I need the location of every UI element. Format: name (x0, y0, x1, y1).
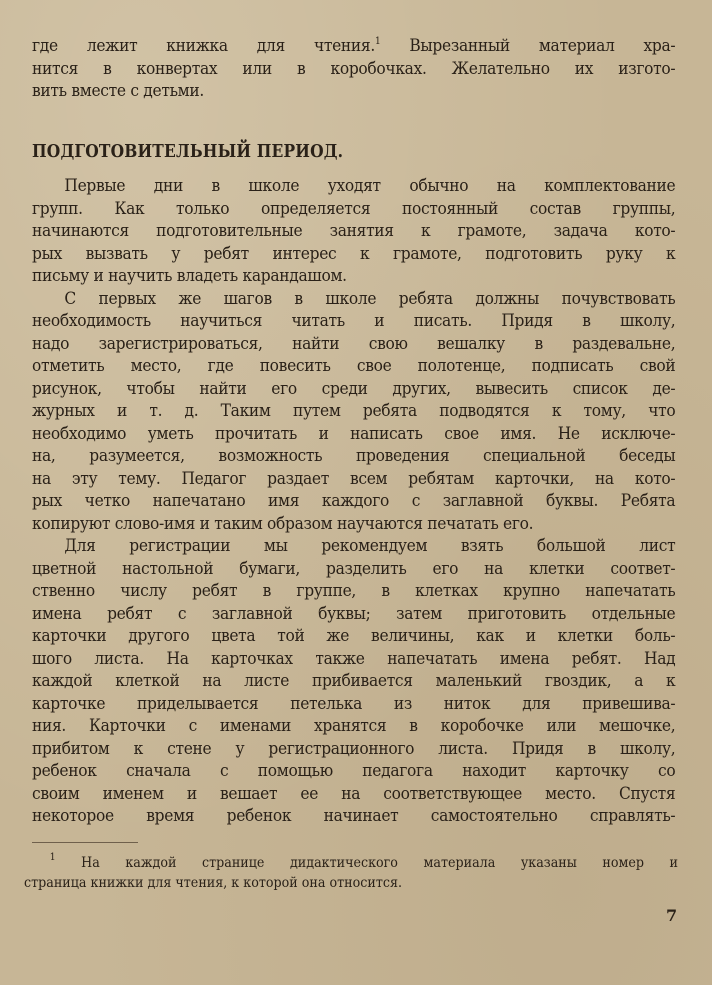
text-line: на эту тему. Педагог раздает всем ребятам карточки, на кото- (32, 468, 676, 489)
text-line: карточки другого цвета той же величины, как и клетки боль- (32, 626, 676, 646)
footnote-line: страница книжки для чтения, к которой она относится. (24, 875, 403, 891)
footnote-line (24, 853, 678, 873)
text-line: своим именем и вешает ее на соответствующее место. Спустя (32, 783, 676, 804)
text-line: прибитом к стене у регистрационного листа. Придя в школу, (32, 738, 676, 759)
text-line: копируют слово-имя и таким образом научаются печатать его. (32, 513, 534, 534)
text-line: имена ребят с заглавной буквы; затем приготовить отдельные (32, 603, 676, 624)
text-fragment: Вырезанный материал хра- (380, 36, 676, 56)
text-line: вить вместе с детьми. (32, 81, 204, 101)
footnote-reference[interactable]: 1 (374, 36, 381, 47)
text-line: групп. Как только определяется постоянный состав группы, (32, 198, 676, 219)
text-line: цветной настольной бумаги, разделить его на клетки соответ- (32, 558, 676, 579)
paragraph (32, 535, 676, 828)
paragraph (32, 288, 676, 536)
text-line: некоторое время ребенок начинает самостоятельно справлять- (32, 806, 676, 826)
text-fragment: где лежит книжка для чтения. (32, 36, 375, 56)
intro-text (32, 35, 676, 103)
text-line: на, разумеется, возможность проведения специальной беседы (32, 446, 676, 466)
text-line: ния. Карточки с именами хранятся в коробочке или мешочке, (32, 716, 676, 736)
page-number: 7 (666, 906, 678, 925)
text-line: необходимо уметь прочитать и написать свое имя. Не исключе- (32, 423, 676, 444)
text-line: начинаются подготовительные занятия к грамоте, задача кото- (32, 221, 676, 241)
text-line: Для регистрации мы рекомендуем взять большой лист (64, 536, 676, 556)
text-line: рых вызвать у ребят интерес к грамоте, подготовить руку к (32, 243, 676, 264)
text-line: необходимость научиться читать и писать. Придя в школу, (32, 311, 676, 331)
text-line: каждой клеткой на листе прибивается маленький гвоздик, а к (32, 671, 676, 691)
footnote-divider (32, 842, 138, 843)
text-line: рисунок, чтобы найти его среди других, вывесить список де- (32, 378, 676, 399)
text-line: шого листа. На карточках также напечатать имена ребят. Над (32, 648, 676, 669)
body-text (32, 175, 676, 828)
text-line: письму и научить владеть карандашом. (32, 266, 347, 286)
text-line: ственно числу ребят в группе, в клетках крупно напечатать (32, 581, 676, 601)
footnote (24, 853, 678, 893)
text-line: С первых же шагов в школе ребята должны почувствовать (64, 288, 676, 309)
text-line: нится в конвертах или в коробочках. Желательно их изгото- (32, 58, 676, 79)
text-line: журных и т. д. Таким путем ребята подводятся к тому, что (32, 401, 676, 421)
paragraph (32, 175, 676, 288)
text-line (32, 35, 675, 58)
section-heading: ПОДГОТОВИТЕЛЬНЫЙ ПЕРИОД. (32, 141, 344, 162)
text-line: Первые дни в школе уходят обычно на комплектование (64, 176, 676, 196)
text-line: ребенок сначала с помощью педагога находит карточку со (32, 761, 676, 781)
text-fragment: На каждой странице дидактического материала указаны номер и (81, 855, 679, 871)
footnote-marker: 1 (49, 852, 56, 863)
text-line: отметить место, где повесить свое полотенце, подписать свой (32, 356, 676, 376)
text-line: карточке приделывается петелька из ниток для привешива- (32, 693, 676, 714)
text-line: рых четко напечатано имя каждого с заглавной буквы. Ребята (32, 491, 676, 511)
text-line: надо зарегистрироваться, найти свою вешалку в раздевальне, (32, 333, 676, 354)
